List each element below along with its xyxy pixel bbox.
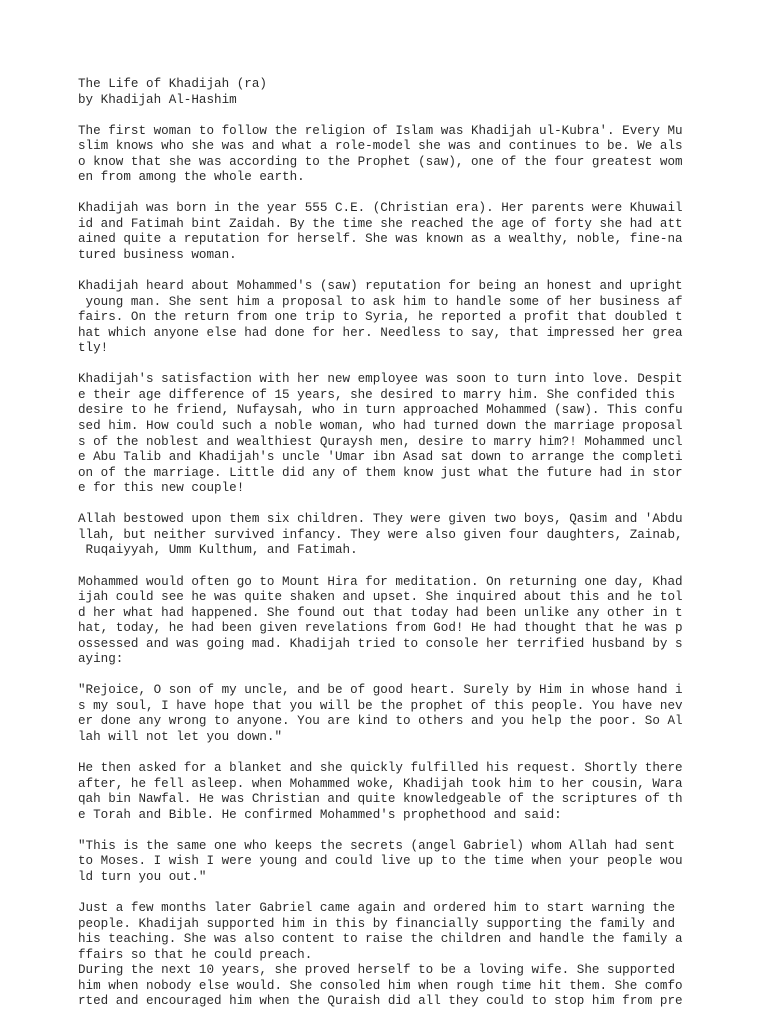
text-line: ossessed and was going mad. Khadijah tried to console her terrified husband by s — [78, 636, 683, 651]
text-line: Allah bestowed upon them six children. They were given two boys, Qasim and 'Abdu — [78, 512, 683, 527]
text-line: to Moses. I wish I were young and could live up to the time when your people wou — [78, 854, 683, 869]
text-line: rted and encouraged him when the Quraish did all they could to stop him from pre — [78, 994, 683, 1009]
text-line: tly! — [78, 341, 109, 356]
quote-2 — [78, 839, 758, 886]
text-line: The first woman to follow the religion of Islam was Khadijah ul-Kubra'. Every Mu — [78, 123, 683, 138]
paragraph-gap — [78, 186, 758, 202]
text-line: Khadijah was born in the year 555 C.E. (Christian era). Her parents were Khuwail — [78, 201, 683, 216]
text-line: ained quite a reputation for herself. She was known as a wealthy, noble, fine-na — [78, 232, 683, 247]
text-line: llah, but neither survived infancy. They were also given four daughters, Zainab, — [78, 527, 683, 542]
text-line: e their age difference of 15 years, she desired to marry him. She confided this — [78, 387, 683, 402]
paragraph-2 — [78, 201, 758, 263]
text-line: desire to he friend, Nufaysah, who in turn approached Mohammed (saw). This confu — [78, 403, 683, 418]
paragraph-gap — [78, 108, 758, 124]
text-line: Just a few months later Gabriel came again and ordered him to start warning the — [78, 900, 676, 915]
text-line: "Rejoice, O son of my uncle, and be of good heart. Surely by Him in whose hand i — [78, 683, 683, 698]
document-body — [78, 77, 758, 1010]
text-line: Mohammed would often go to Mount Hira for meditation. On returning one day, Khad — [78, 574, 683, 589]
text-line: ijah could see he was quite shaken and upset. She inquired about this and he tol — [78, 590, 683, 605]
paragraph-gap — [78, 668, 758, 684]
paragraph-3 — [78, 279, 758, 357]
text-line: en from among the whole earth. — [78, 170, 305, 185]
text-line: ffairs so that he could preach. — [78, 947, 313, 962]
text-line: s my soul, I have hope that you will be the prophet of this people. You have nev — [78, 698, 683, 713]
paragraph-8 — [78, 901, 758, 1010]
text-line: er done any wrong to anyone. You are kind to others and you help the poor. So Al — [78, 714, 683, 729]
paragraph-1 — [78, 124, 758, 186]
text-line: people. Khadijah supported him in this by financially supporting the family and — [78, 916, 676, 931]
text-line: on of the marriage. Little did any of them know just what the future had in stor — [78, 465, 683, 480]
text-line: aying: — [78, 652, 124, 667]
text-line: o know that she was according to the Prophet (saw), one of the four greatest wom — [78, 154, 683, 169]
document-title: The Life of Khadijah (ra) — [78, 77, 267, 91]
paragraph-gap — [78, 559, 758, 575]
text-line: "This is the same one who keeps the secrets (angel Gabriel) whom Allah had sent — [78, 838, 676, 853]
text-line: hat, today, he had been given revelations from God! He had thought that he was p — [78, 621, 683, 636]
text-line: him when nobody else would. She consoled him when rough time hit them. She comfo — [78, 978, 683, 993]
document-header — [78, 77, 758, 108]
paragraph-6 — [78, 575, 758, 668]
text-line: d her what had happened. She found out that today had been unlike any other in t — [78, 605, 683, 620]
document-byline: by Khadijah Al-Hashim — [78, 92, 237, 107]
paragraph-gap — [78, 885, 758, 901]
text-line: after, he fell asleep. when Mohammed woke, Khadijah took him to her cousin, Wara — [78, 776, 683, 791]
text-line: He then asked for a blanket and she quickly fulfilled his request. Shortly there — [78, 761, 683, 776]
text-line: young man. She sent him a proposal to ask him to handle some of her business af — [78, 294, 683, 309]
text-line: During the next 10 years, she proved herself to be a loving wife. She supported — [78, 963, 676, 978]
quote-1 — [78, 683, 758, 745]
text-line: tured business woman. — [78, 248, 237, 263]
text-line: Khadijah's satisfaction with her new employee was soon to turn into love. Despit — [78, 372, 683, 387]
text-line: lah will not let you down." — [78, 729, 283, 744]
text-line: e Torah and Bible. He confirmed Mohammed's prophethood and said: — [78, 807, 562, 822]
paragraph-gap — [78, 746, 758, 762]
text-line: fairs. On the return from one trip to Syria, he reported a profit that doubled t — [78, 310, 683, 325]
text-line: Ruqaiyyah, Umm Kulthum, and Fatimah. — [78, 543, 358, 558]
text-line: slim knows who she was and what a role-model she was and continues to be. We als — [78, 139, 683, 154]
text-line: sed him. How could such a noble woman, who had turned down the marriage proposal — [78, 419, 683, 434]
paragraph-gap — [78, 264, 758, 280]
paragraph-4 — [78, 372, 758, 496]
paragraph-5 — [78, 512, 758, 559]
text-line: s of the noblest and wealthiest Quraysh men, desire to marry him?! Mohammed uncl — [78, 434, 683, 449]
text-line: e Abu Talib and Khadijah's uncle 'Umar ibn Asad sat down to arrange the completi — [78, 450, 683, 465]
text-line: Khadijah heard about Mohammed's (saw) reputation for being an honest and upright — [78, 279, 683, 294]
text-line: qah bin Nawfal. He was Christian and quite knowledgeable of the scriptures of th — [78, 792, 683, 807]
text-line: id and Fatimah bint Zaidah. By the time she reached the age of forty she had att — [78, 216, 683, 231]
text-line: his teaching. She was also content to raise the children and handle the family a — [78, 932, 683, 947]
paragraph-gap — [78, 823, 758, 839]
paragraph-gap — [78, 357, 758, 373]
paragraph-gap — [78, 497, 758, 513]
paragraph-7 — [78, 761, 758, 823]
text-line: hat which anyone else had done for her. Needless to say, that impressed her grea — [78, 325, 683, 340]
text-line: ld turn you out." — [78, 869, 207, 884]
text-line: e for this new couple! — [78, 481, 245, 496]
